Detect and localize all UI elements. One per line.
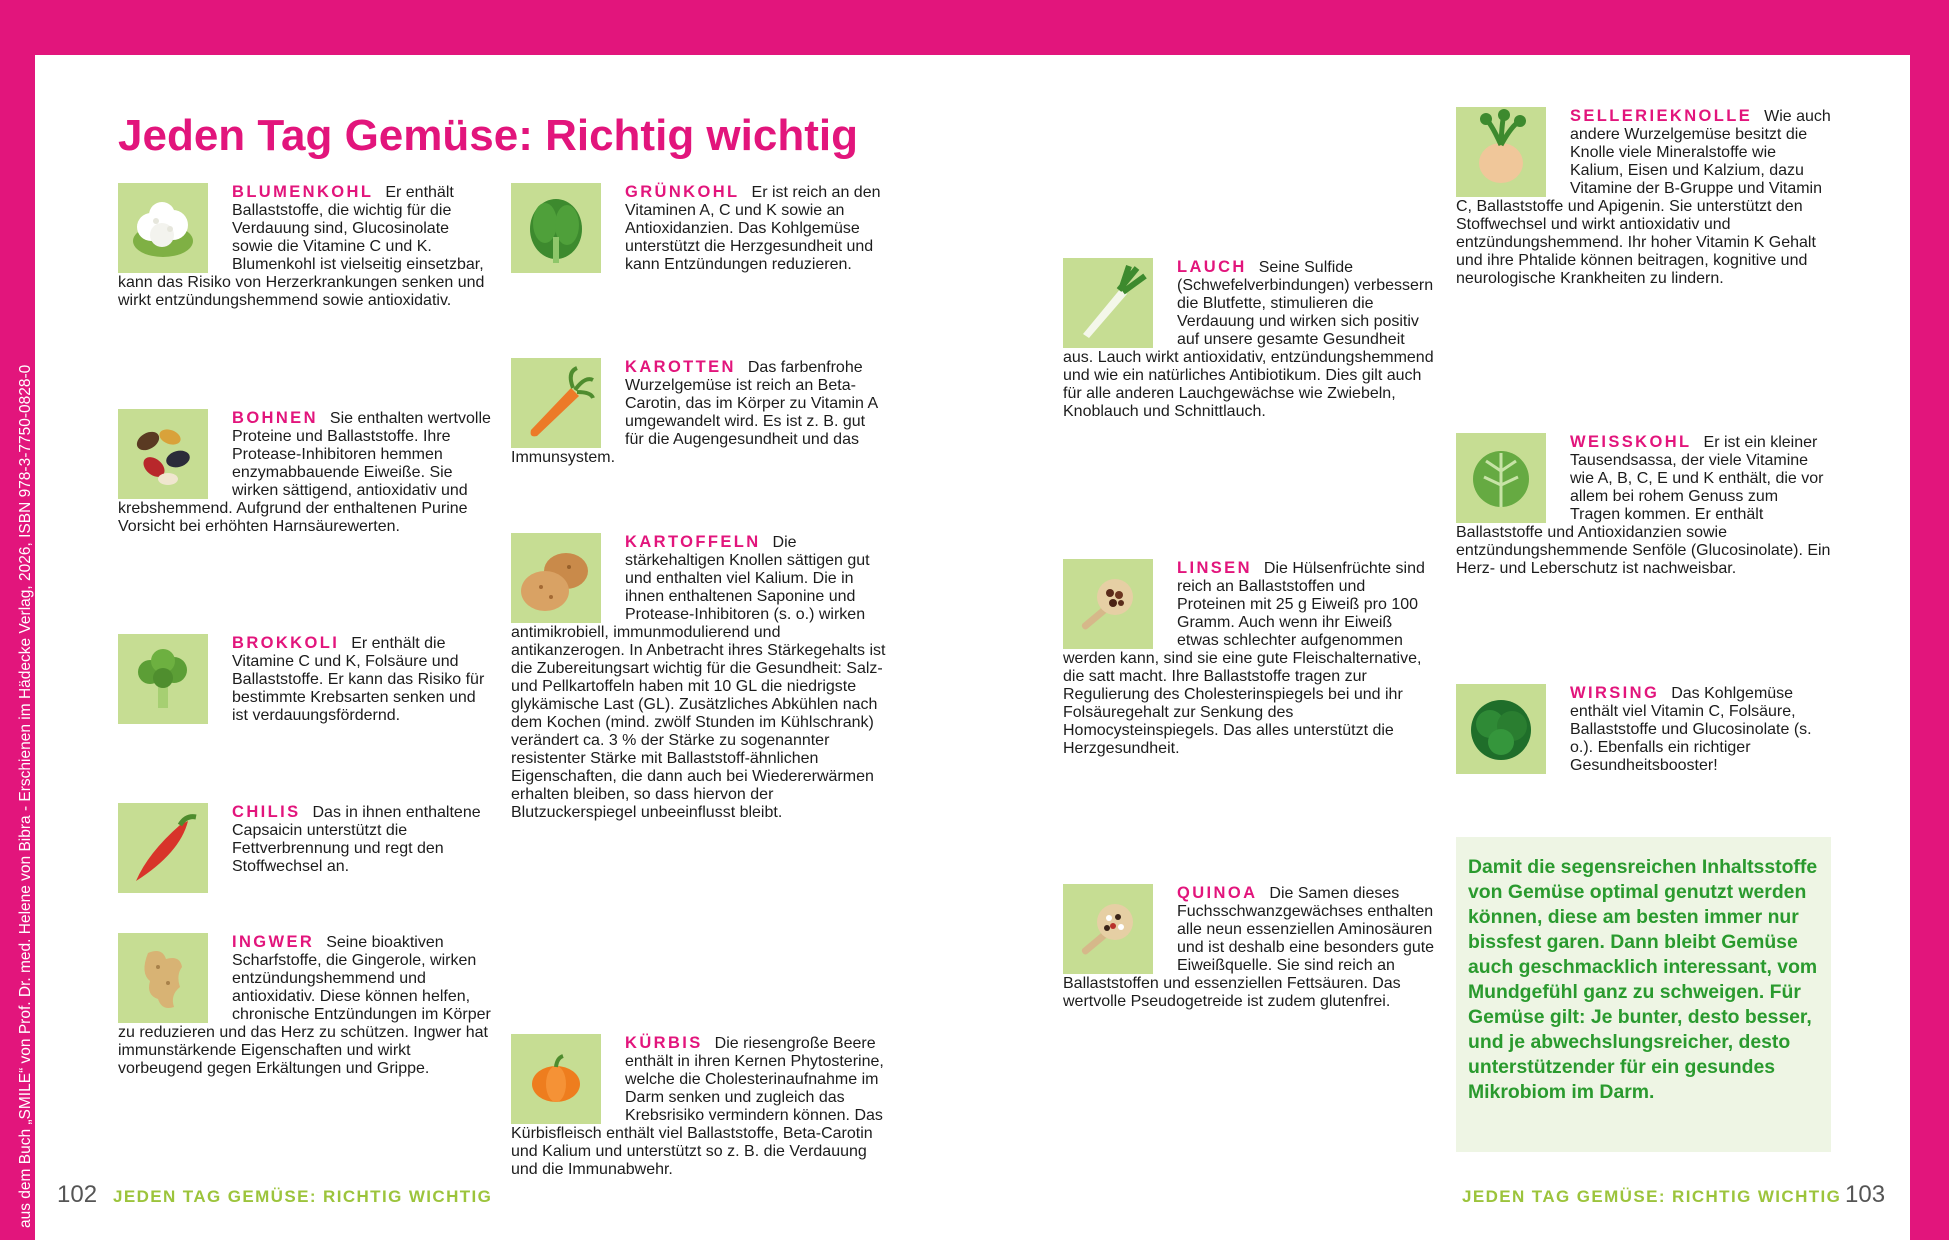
entry-karotten [511,358,886,467]
entry-blumenkohl [118,183,493,310]
cauliflower-icon [118,183,208,273]
tip-box [1456,837,1831,1152]
entry-text: Die Samen dieses Fuchsschwanzgewächses enthalten alle neun essenziellen Aminosäuren und ist deshalb eine besonders gute Eiweißquelle. Sie sind reich an Ballaststoffen und essenziellen Fettsäuren. Das wertvolle Pseudogetreide ist zudem glutenfrei. [1063,885,1435,1010]
entry-text: Wie auch andere Wurzelgemüse besitzt die Knolle viele Mineralstoffe wie Kalium, Eisen und Kalzium, dazu Vitamine der B-Gruppe und Vitamin C, Ballaststoffe und Apigenin. Sie unterstützt den Stoffwechsel und wirkt antioxidativ und entzündungshemmend. Ihr hoher Vitamin K Gehalt und ihre Phtalide können beitragen, kognitive und neurologische Krankheiten zu lindern. [1456,108,1831,287]
entry-kuerbis [511,1034,886,1179]
entry-text: Die stärkehaltigen Knollen sättigen gut und enthalten viel Kalium. Die in ihnen enthaltenen Saponine und Protease-Inhibitoren (s. o.) wirken antimikrobiell, immunmodulierend und antikanzerogen. In Anbetracht ihres Stärkegehalts ist die Zubereitungsart wichtig für die Gesundheit: Salz- und Pellkartoffeln haben mit 10 GL die niedrigste glykämische Last (GL). Zusätzliches Abkühlen nach dem Kochen (mind. zwölf Stunden im Kühlschrank) verändert ca. 3 % der Stärke zu sogenannter resistenter Stärke mit Ballaststoff-ähnlichen Eigenschaften, die dann auch bei Wiedererwärmen erhalten bleiben, so dass hiervon der Blutzuckerspiegel unbeeinflusst bleibt. [511,534,886,821]
entry-name: KAROTTEN [625,358,736,376]
page-title: Jeden Tag Gemüse: Richtig wichtig [118,111,858,160]
entry-name: LAUCH [1177,258,1247,276]
carrot-icon [511,358,601,448]
entry-name: KÜRBIS [625,1034,703,1052]
entry-name: WIRSING [1570,684,1660,702]
chili-icon [118,803,208,893]
entry-text: Das farbenfrohe Wurzelgemüse ist reich an Beta-Carotin, das im Körper zu Vitamin A umgewandelt wird. Es ist z. B. gut für die Augengesundheit und das Immunsystem. [511,359,878,466]
entry-name: GRÜNKOHL [625,183,740,201]
pumpkin-icon [511,1034,601,1124]
beans-icon [118,409,208,499]
savoy-cabbage-icon [1456,684,1546,774]
entry-quinoa [1063,884,1438,1011]
page-number-right: 103 [1845,1181,1886,1208]
potato-icon [511,533,601,623]
entry-text: Das in ihnen enthaltene Capsaicin unterstützt die Fettverbrennung und regt den Stoffwechsel an. [232,804,481,875]
running-head-right: JEDEN TAG GEMÜSE: RICHTIG WICHTIG [1462,1187,1842,1206]
entry-gruenkohl [511,183,886,274]
ginger-icon [118,933,208,1023]
entry-text: Er ist ein kleiner Tausendsassa, der viele Vitamine wie A, B, C, E und K enthält, die vor allem bei rohem Genuss zum Tragen kommen. Er enthält Ballaststoffe und Antioxidanzien sowie entzündungshemmende Senföle (Glucosinolate). Ein Herz- und Leberschutz ist nachweisbar. [1456,434,1831,577]
entry-linsen [1063,559,1438,758]
celeriac-icon [1456,107,1546,197]
side-note [0,0,34,1240]
entry-text: Die riesengroße Beere enthält in ihren Kernen Phytosterine, welche die Cholesterinaufnahme im Darm senken und zugleich das Krebsrisiko vermindern können. Das Kürbisfleisch enthält viel Ballaststoffe, Beta-Carotin und Kalium und unterstützt so z. B. die Verdauung und die Immunabwehr. [511,1035,884,1178]
quinoa-icon [1063,884,1153,974]
entry-name: BROKKOLI [232,634,340,652]
entry-text: Die Hülsenfrüchte sind reich an Ballaststoffen und Proteinen mit 25 g Eiweiß pro 100 Gramm. Auch wenn ihr Eiweiß etwas schlechter aufgenommen werden kann, sind sie eine gute Fleischalternative, die satt macht. Ihre Ballaststoffe tragen zur Regulierung des Cholesterinspiegels bei und ihr Folsäuregehalt zur Senkung des Homocysteinspiegels. Das alles unterstützt die Herzgesundheit. [1063,560,1425,757]
page-number-left: 102 [57,1181,98,1208]
entry-name: BLUMENKOHL [232,183,374,201]
entry-name: QUINOA [1177,884,1258,902]
entry-weisskohl [1456,433,1831,578]
entry-name: CHILIS [232,803,301,821]
entry-chilis [118,803,493,893]
entry-wirsing [1456,684,1831,775]
entry-lauch [1063,258,1438,421]
entry-name: KARTOFFELN [625,533,761,551]
entry-text: Seine Sulfide (Schwefelverbindungen) verbessern die Blutfette, stimulieren die Verdauung und wirken sich positiv auf unsere gesamte Gesundheit aus. Lauch wirkt antioxidativ, entzündungshemmend und wie ein natürliches Antibiotikum. Dies gilt auch für alle anderen Lauchgewächse wie Zwiebeln, Knoblauch und Schnittlauch. [1063,259,1434,420]
entry-bohnen [118,409,493,536]
kale-icon [511,183,601,273]
entry-text: Sie enthalten wertvolle Proteine und Ballaststoffe. Ihre Protease-Inhibitoren hemmen enzymabbauende Eiweiße. Sie wirken sättigend, antioxidativ und krebshemmend. Aufgrund der enthaltenen Purine Vorsicht bei erhöhten Harnsäurewerten. [118,410,491,535]
entry-name: BOHNEN [232,409,318,427]
entry-name: SELLERIEKNOLLE [1570,107,1753,125]
lentils-icon [1063,559,1153,649]
entry-text: Er ist reich an den Vitaminen A, C und K sowie an Antioxidanzien. Das Kohlgemüse unterstützt die Herzgesundheit und kann Entzündungen reduzieren. [625,184,881,273]
entry-ingwer [118,933,493,1078]
running-head-left: JEDEN TAG GEMÜSE: RICHTIG WICHTIG [113,1187,493,1206]
entry-name: LINSEN [1177,559,1252,577]
cabbage-icon [1456,433,1546,523]
broccoli-icon [118,634,208,724]
entry-name: INGWER [232,933,315,951]
entry-text: Er enthält Ballaststoffe, die wichtig für die Verdauung sind, Glucosinolate sowie die Vitamine C und K. Blumenkohl ist vielseitig einsetzbar, kann das Risiko von Herzerkrankungen senken und wirkt entzündungshemmend sowie antioxidativ. [118,184,485,309]
side-note-text: aus dem Buch „SMILE“ von Prof. Dr. med. Helene von Bibra - Erschienen im Hädecke Verlag, 2026, ISBN 978-3-7750-0828-0 [17,364,34,1228]
tip-text: Damit die segensreichen Inhaltsstoffe von Gemüse optimal genutzt werden können, diese am besten immer nur bissfest garen. Dann bleibt Gemüse auch geschmacklich interessant, vom Mundgefühl ganz zu schweigen. Für Gemüse gilt: Je bunter, desto besser, und je abwechslungsreicher, desto unterstützender für ein gesundes Mikrobiom im Darm. [1468,856,1818,1103]
leek-icon [1063,258,1153,348]
entry-text: Das Kohlgemüse enthält viel Vitamin C, Folsäure, Ballaststoffe und Glucosinolate (s. o.). Ebenfalls ein richtiger Gesundheitsbooster! [1570,685,1812,774]
entry-brokkoli [118,634,493,725]
entry-kartoffeln [511,533,886,822]
entry-text: Seine bioaktiven Scharfstoffe, die Gingerole, wirken entzündungshemmend und antioxidativ. Diese können helfen, chronische Entzündungen im Körper zu reduzieren und das Herz zu schützen. Ingwer hat immunstärkende Eigenschaften und wirkt vorbeugend gegen Erkältungen und Grippe. [118,934,491,1077]
entry-text: Er enthält die Vitamine C und K, Folsäure und Ballaststoffe. Er kann das Risiko für bestimmte Krebsarten senken und ist verdauungsfördernd. [232,635,485,724]
entry-sellerieknolle [1456,107,1831,288]
entry-name: WEISSKOHL [1570,433,1692,451]
